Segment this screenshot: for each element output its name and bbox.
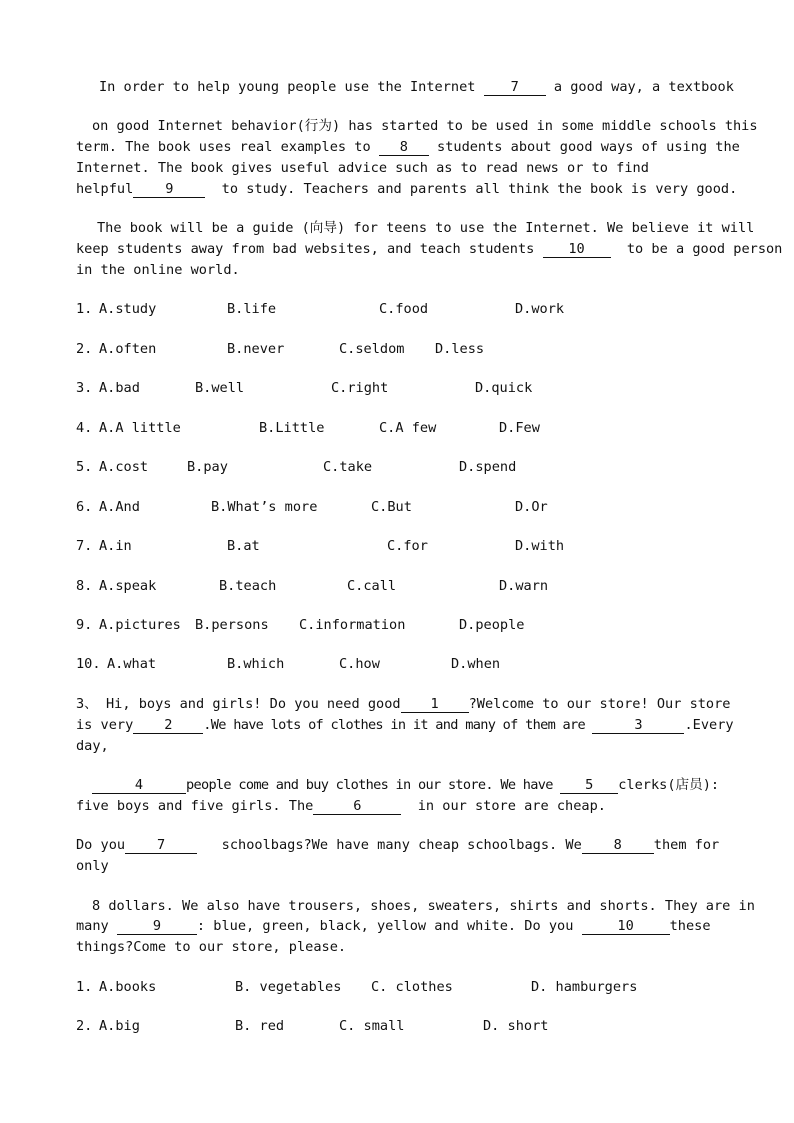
option-c: C.right [331,380,389,396]
passage-line [76,796,606,816]
passage-text: to study. Teachers and parents all think the book is very good. [205,181,738,197]
question-number: 9. [76,617,93,633]
option-d: D.warn [499,578,549,594]
passage-text: students about good ways of using the [428,139,740,155]
answer-blank [543,241,611,258]
option-a: A.speak [99,578,157,594]
answer-blank [582,918,670,935]
option-c: C.information [299,617,406,633]
blank-number: 9 [165,181,174,197]
passage-text: ?Welcome to our store! Our store [468,696,731,712]
passage-line [99,77,734,97]
question-number: 10. [76,656,101,672]
option-c: C. small [339,1018,405,1034]
question-number: 8. [76,578,93,594]
answer-blank [117,918,197,935]
question-number: 1. [76,301,93,317]
passage-text: five boys and five girls. The [76,798,314,814]
option-c: C.call [347,578,397,594]
option-d: D.Or [515,499,548,515]
blank-number: 10 [568,241,585,257]
passage-line: things?Come to our store, please. [76,939,347,955]
answer-blank [484,79,546,96]
passage-line [76,835,719,855]
option-d: D. hamburgers [531,979,638,995]
option-d: D.less [435,341,485,357]
blank-number: 8 [613,837,622,853]
question-number: 4. [76,420,93,436]
option-a: A.bad [99,380,140,396]
passage-line [76,916,711,936]
blank-number: 9 [152,918,162,934]
passage-text: : blue, green, black, yellow and white. Do you [196,918,582,934]
answer-blank [592,717,684,734]
blank-number: 2 [164,717,173,733]
answer-blank [133,181,205,198]
answer-blank [133,717,203,734]
option-d: D.quick [475,380,533,396]
passage-text: in our store are cheap. [401,798,606,814]
option-b: B.pay [187,459,228,475]
option-b: B.persons [195,617,269,633]
option-b: B.well [195,380,245,396]
option-c: C.how [339,656,380,672]
option-a: A.cost [99,459,149,475]
option-d: D.with [515,538,565,554]
passage-line [76,179,737,199]
passage-text: these [669,918,711,934]
option-a: A.often [99,341,157,357]
option-c: C.take [323,459,373,475]
option-a: A.study [99,301,157,317]
answer-blank [379,139,429,156]
option-b: B.What’s more [211,499,318,515]
option-b: B.at [227,538,260,554]
answer-blank [313,798,401,815]
blank-number: 10 [617,918,634,934]
passage-line [76,137,740,157]
option-a: A.big [99,1018,140,1034]
passage-text: In order to help young people use the Internet [99,79,484,95]
option-a: A.what [107,656,157,672]
blank-number: 5 [585,777,594,793]
option-c: C.A few [379,420,437,436]
passage-line [76,715,734,735]
question-item [76,299,92,319]
option-b: B. red [235,1018,285,1034]
option-d: D.people [459,617,525,633]
option-b: B.Little [259,420,325,436]
passage-text: term. The book uses real examples to [76,139,379,155]
question-number: 3. [76,380,93,396]
blank-number: 4 [134,777,144,793]
passage-text: schoolbags?We have many cheap schoolbags. We [197,837,582,853]
passage-line [92,775,719,795]
passage-line: on good Internet behavior(行为) has started to be used in some middle schools this [92,118,758,134]
blank-number: 7 [157,837,166,853]
passage-text: people come and buy clothes in our store. We have [186,777,561,793]
blank-number: 3 [634,717,643,733]
option-a: A.pictures [99,617,181,633]
passage-text: to be a good person [610,241,783,257]
option-b: B.teach [219,578,277,594]
answer-blank [125,837,197,854]
blank-number: 1 [430,696,439,712]
option-c: C.food [379,301,429,317]
answer-blank [401,696,469,713]
option-c: C.But [371,499,412,515]
option-a: A.in [99,538,132,554]
passage-line: Internet. The book gives useful advice such as to read news or to find [76,160,649,176]
option-b: B.life [227,301,277,317]
question-number: 6. [76,499,93,515]
question-number: 5. [76,459,93,475]
passage-line: only [76,858,109,874]
option-c: C. clothes [371,979,453,995]
option-b: B.which [227,656,285,672]
answer-blank [92,777,186,794]
option-b: B. vegetables [235,979,342,995]
passage-text: .Every [684,717,734,733]
passage-text: is very [76,717,134,733]
passage-text: them for [653,837,720,853]
blank-number: 7 [510,79,519,95]
option-c: C.for [387,538,428,554]
passage-text: Do you [76,837,126,853]
blank-number: 8 [399,139,408,155]
passage-text: helpful [76,181,134,197]
passage-line [76,694,731,714]
passage-line: The book will be a guide (向导) for teens to use the Internet. We believe it will [97,220,755,236]
question-number: 2. [76,341,93,357]
option-a: A.books [99,979,157,995]
passage-line [76,239,782,259]
passage-line: in the online world. [76,262,240,278]
passage-text: .We have lots of clothes in it and many of them are [203,717,593,733]
option-a: A.A little [99,420,181,436]
option-c: C.seldom [339,341,405,357]
passage-text: 3、 Hi, boys and girls! Do you need good [76,696,401,712]
passage-text: many [76,918,117,934]
answer-blank [582,837,654,854]
question-number: 1. [76,979,93,995]
option-d: D.Few [499,420,540,436]
passage-text: a good way, a textbook [545,79,734,95]
option-d: D.work [515,301,565,317]
passage-text: keep students away from bad websites, and teach students [76,241,543,257]
option-a: A.And [99,499,140,515]
option-b: B.never [227,341,285,357]
passage-text: clerks(店员): [618,777,720,793]
passage-line: day, [76,738,109,754]
blank-number: 6 [353,798,362,814]
passage-line: 8 dollars. We also have trousers, shoes, sweaters, shirts and shorts. They are in [92,898,755,914]
option-d: D. short [483,1018,549,1034]
question-number: 2. [76,1018,93,1034]
option-d: D.spend [459,459,517,475]
option-d: D.when [451,656,501,672]
question-number: 7. [76,538,93,554]
answer-blank [560,777,618,794]
